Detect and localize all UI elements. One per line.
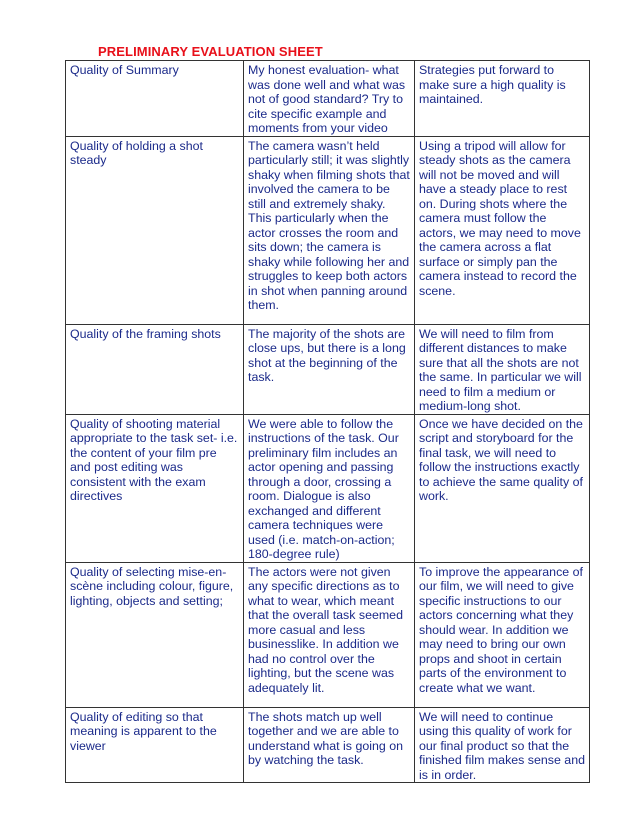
strategy-cell: We will need to film from different distances to make sure that all the shots are not the same. In particular we will need to film a medium or medium-long shot.: [415, 324, 590, 414]
criterion-cell: Quality of selecting mise-en-scène including colour, figure, lighting, objects and setting;: [66, 562, 244, 707]
table-row: [66, 562, 590, 707]
evaluation-cell: The actors were not given any specific directions as to what to wear, which meant that the overall task seemed more casual and less businesslike. In addition we had no control over the lighting, but the scene was adequately lit.: [244, 562, 415, 707]
criterion-cell: Quality of shooting material appropriate to the task set- i.e. the content of your film pre and post editing was consistent with the exam directives: [66, 414, 244, 562]
strategy-cell: We will need to continue using this quality of work for our final product so that the finished film makes sense and is in order.: [415, 707, 590, 783]
evaluation-header: My honest evaluation- what was done well and what was not of good standard? Try to cite specific example and moments from your video: [244, 61, 415, 137]
sheet-title: PRELIMINARY EVALUATION SHEET: [98, 44, 323, 59]
criterion-header: Quality of Summary: [66, 61, 244, 137]
criterion-cell: Quality of the framing shots: [66, 324, 244, 414]
evaluation-cell: We were able to follow the instructions of the task. Our preliminary film includes an actor opening and passing through a door, crossing a room. Dialogue is also exchanged and different camera techniques were used (i.e. match-on-action; 180-degree rule): [244, 414, 415, 562]
table-row: [66, 136, 590, 324]
evaluation-cell: The camera wasn’t held particularly still; it was slightly shaky when filming shots that involved the camera to be still and extremely shaky. This particularly when the actor crosses the room and sits down; the camera is shaky while following her and struggles to keep both actors in shot when panning around them.: [244, 136, 415, 324]
strategy-cell: To improve the appearance of our film, we will need to give specific instructions to our actors concerning what they should wear. In addition we may need to bring our own props and shoot in certain parts of the environment to create what we want.: [415, 562, 590, 707]
strategy-header: Strategies put forward to make sure a high quality is maintained.: [415, 61, 590, 137]
criterion-cell: Quality of holding a shot steady: [66, 136, 244, 324]
criterion-cell: Quality of editing so that meaning is apparent to the viewer: [66, 707, 244, 783]
table-row: [66, 324, 590, 414]
strategy-cell: Once we have decided on the script and storyboard for the final task, we will need to follow the instructions exactly to achieve the same quality of work.: [415, 414, 590, 562]
table-row: [66, 414, 590, 562]
evaluation-table: [65, 60, 590, 783]
table-row: [66, 707, 590, 783]
strategy-cell: Using a tripod will allow for steady shots as the camera will not be moved and will have a steady place to rest on. During shots where the camera must follow the actors, we may need to move the camera across a flat surface or simply pan the camera instead to record the scene.: [415, 136, 590, 324]
evaluation-cell: The majority of the shots are close ups, but there is a long shot at the beginning of the task.: [244, 324, 415, 414]
header-row: [66, 61, 590, 137]
evaluation-cell: The shots match up well together and we are able to understand what is going on by watching the task.: [244, 707, 415, 783]
